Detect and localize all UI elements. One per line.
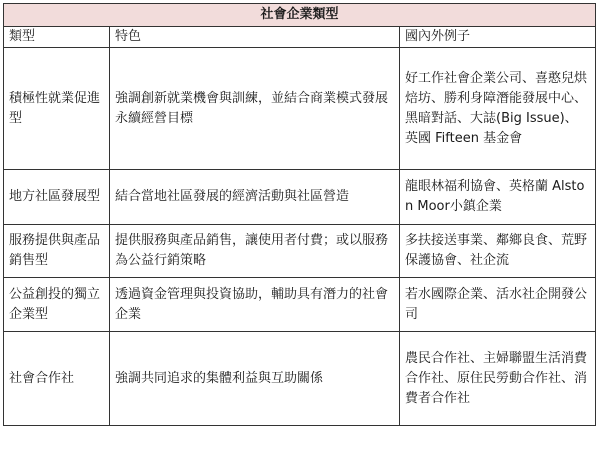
examples-cell: 若水國際企業、活水社企開發公司 [400,278,596,332]
social-enterprise-table [3,3,596,426]
table-row [4,48,596,170]
header-type: 類型 [4,27,110,48]
type-cell: 積極性就業促進型 [4,48,110,170]
feature-cell: 結合當地社區發展的經濟活動與社區營造 [110,170,400,225]
type-cell: 社會合作社 [4,332,110,426]
feature-cell: 強調創新就業機會與訓練，並結合商業模式發展永續經營目標 [110,48,400,170]
type-cell: 地方社區發展型 [4,170,110,225]
table-header-row [4,27,596,48]
examples-cell: 多扶接送事業、鄰鄉良食、荒野保護協會、社企流 [400,225,596,278]
examples-cell: 龍眼林福利協會、英格蘭 Alston Moor小鎮企業 [400,170,596,225]
table-row [4,225,596,278]
table-row [4,332,596,426]
table-row [4,170,596,225]
examples-cell: 好工作社會企業公司、喜憨兒烘焙坊、勝利身障潛能發展中心、黑暗對話、大誌(Big Issue)、英國 Fifteen 基金會 [400,48,596,170]
feature-cell: 提供服務與產品銷售，讓使用者付費；或以服務為公益行銷策略 [110,225,400,278]
feature-cell: 強調共同追求的集體利益與互助關係 [110,332,400,426]
table-row [4,278,596,332]
examples-cell: 農民合作社、主婦聯盟生活消費合作社、原住民勞動合作社、消費者合作社 [400,332,596,426]
feature-cell: 透過資金管理與投資協助，輔助具有潛力的社會企業 [110,278,400,332]
table-title: 社會企業類型 [4,4,596,27]
header-examples: 國內外例子 [400,27,596,48]
type-cell: 公益創投的獨立企業型 [4,278,110,332]
header-feature: 特色 [110,27,400,48]
type-cell: 服務提供與產品銷售型 [4,225,110,278]
